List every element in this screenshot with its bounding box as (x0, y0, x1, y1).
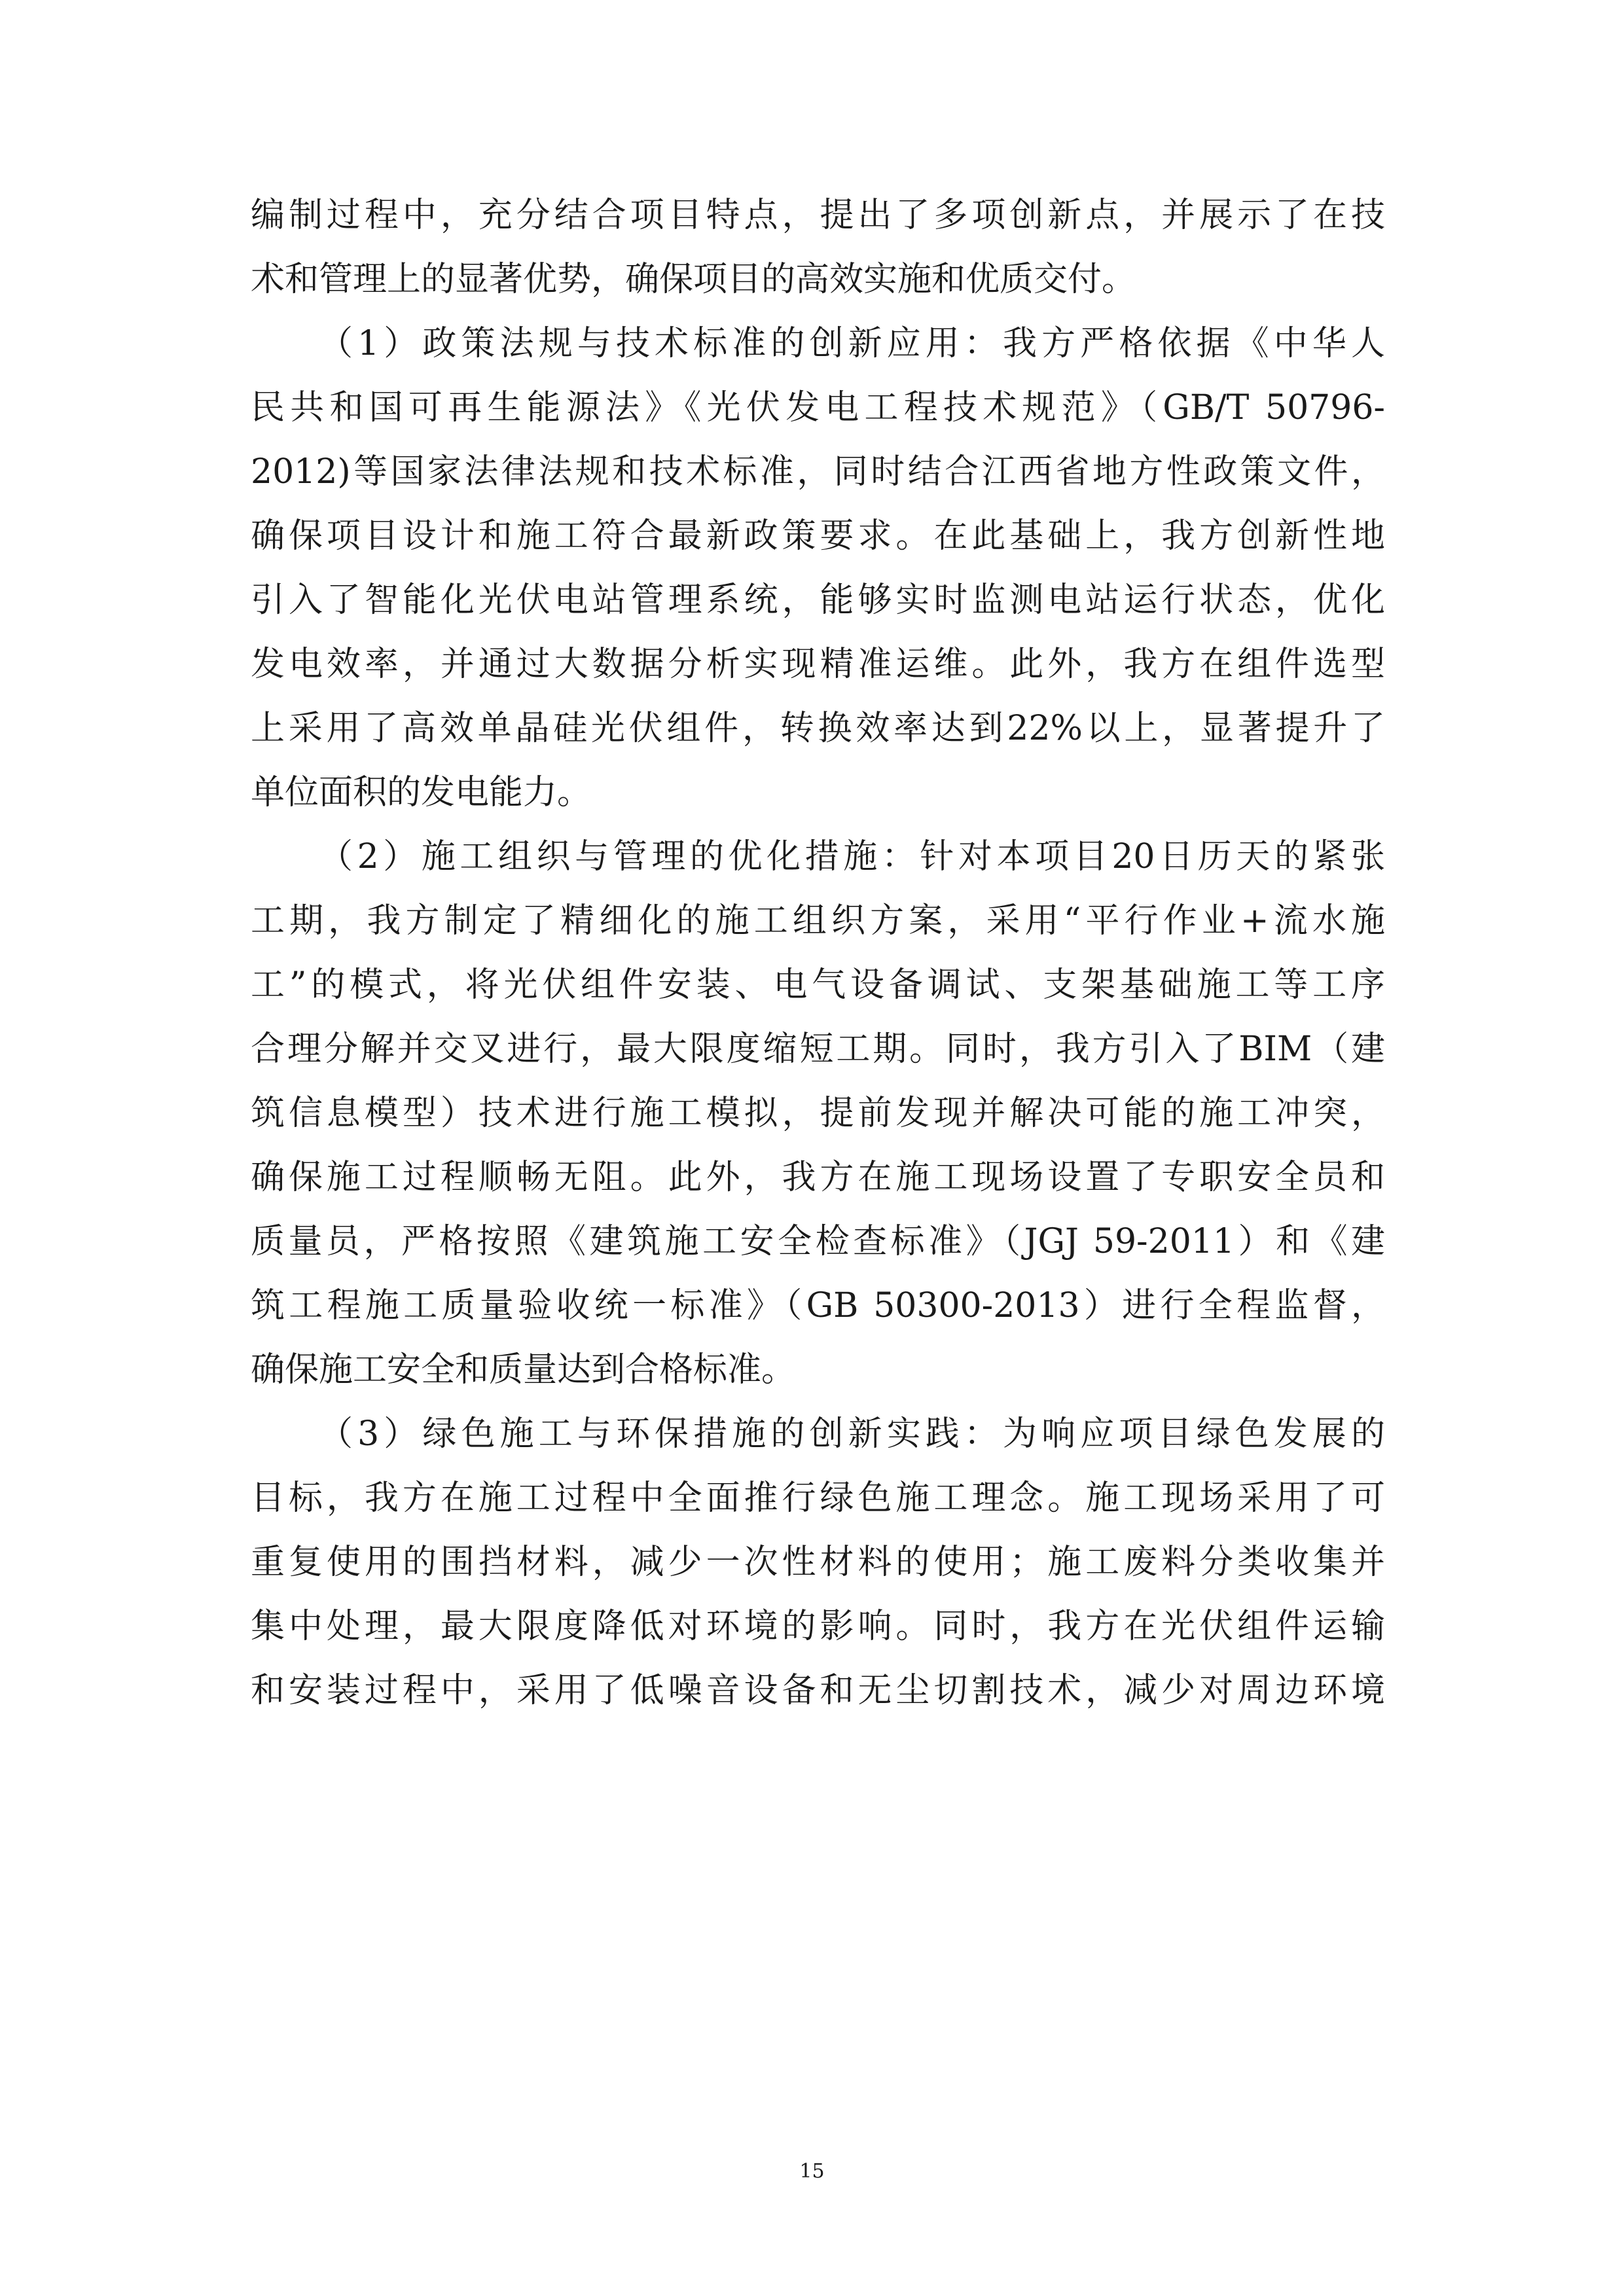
text-line: 发电效率，并通过大数据分析实现精准运维。此外，我方在组件选型 (251, 645, 1385, 684)
text-line: 重复使用的围挡材料，减少一次性材料的使用；施工废料分类收集并 (251, 1543, 1385, 1582)
text-line: 术和管理上的显著优势，确保项目的高效实施和优质交付。 (251, 260, 1136, 299)
body-text (251, 183, 1385, 1723)
text-line: 工”的模式，将光伏组件安装、电气设备调试、支架基础施工等工序 (251, 965, 1385, 1005)
text-line: 筑工程施工质量验收统一标准》（GB 50300-2013）进行全程监督， (251, 1286, 1385, 1325)
text-line: 民共和国可再生能源法》《光伏发电工程技术规范》（GB/T 50796- (251, 388, 1385, 427)
text-line: 确保施工过程顺畅无阻。此外，我方在施工现场设置了专职安全员和 (251, 1158, 1385, 1197)
page-number: 15 (799, 2160, 825, 2183)
text-line: 引入了智能化光伏电站管理系统，能够实时监测电站运行状态，优化 (251, 581, 1385, 620)
text-line: 质量员，严格按照《建筑施工安全检查标准》（JGJ 59-2011）和《建 (251, 1222, 1385, 1261)
text-line: 和安装过程中，采用了低噪音设备和无尘切割技术，减少对周边环境 (251, 1671, 1385, 1710)
text-line: 上采用了高效单晶硅光伏组件，转换效率达到22%以上，显著提升了 (251, 709, 1385, 748)
text-line: 筑信息模型）技术进行施工模拟，提前发现并解决可能的施工冲突， (251, 1094, 1385, 1133)
text-line: 目标，我方在施工过程中全面推行绿色施工理念。施工现场采用了可 (251, 1479, 1385, 1518)
text-line: 单位面积的发电能力。 (251, 773, 592, 812)
text-line: 工期，我方制定了精细化的施工组织方案，采用“平行作业+流水施 (251, 901, 1385, 941)
text-line: 确保施工安全和质量达到合格标准。 (251, 1350, 796, 1390)
text-line: 编制过程中，充分结合项目特点，提出了多项创新点，并展示了在技 (251, 196, 1385, 235)
text-line: 确保项目设计和施工符合最新政策要求。在此基础上，我方创新性地 (251, 516, 1385, 556)
text-line: （1）政策法规与技术标准的创新应用：我方严格依据《中华人 (319, 324, 1385, 363)
text-line: 合理分解并交叉进行，最大限度缩短工期。同时，我方引入了BIM（建 (251, 1030, 1385, 1069)
text-line: （2）施工组织与管理的优化措施：针对本项目20日历天的紧张 (319, 837, 1385, 876)
text-line: 集中处理，最大限度降低对环境的影响。同时，我方在光伏组件运输 (251, 1607, 1385, 1646)
text-line: 2012)等国家法律法规和技术标准，同时结合江西省地方性政策文件， (251, 452, 1385, 492)
text-line: （3）绿色施工与环保措施的创新实践：为响应项目绿色发展的 (319, 1414, 1385, 1454)
